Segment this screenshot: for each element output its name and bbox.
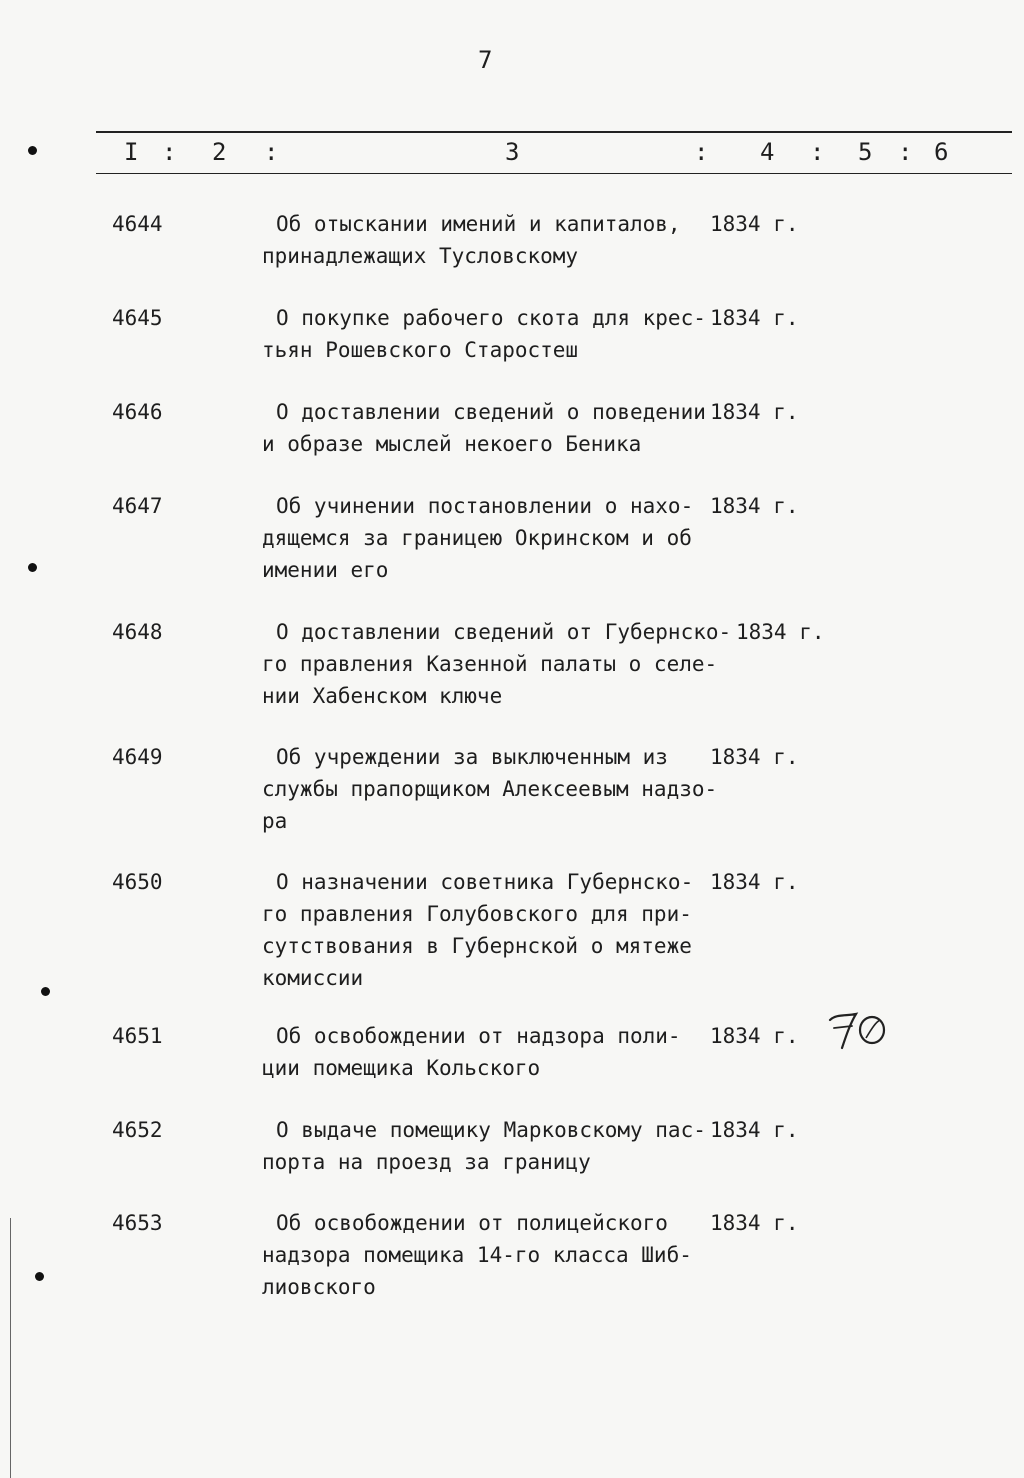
entry-title-line: ра [262,809,288,833]
entry-number: 4645 [112,306,163,330]
header-sep-4: : [810,138,825,166]
entry-title [262,302,732,366]
entry-title-line: надзора помещика 14-го класса Шиб- [262,1243,692,1267]
entry-title-line: О покупке рабочего скота для крес- [276,306,706,330]
entry-year: 1834 г. [710,212,799,236]
entry-title-line: Об освобождении от полицейского [276,1211,668,1235]
entry-number: 4653 [112,1211,163,1235]
entry-number: 4650 [112,870,163,894]
entry-title [262,1114,732,1178]
entry-title [262,490,732,586]
header-col-1: I [124,138,139,166]
entry-title-line: Об учреждении за выключенным из [276,745,668,769]
entry-number: 4651 [112,1024,163,1048]
entry-title-line: комиссии [262,966,364,990]
entry-title-line: и образе мыслей некоего Беника [262,432,642,456]
entry-year: 1834 г. [710,745,799,769]
header-col-2: 2 [212,138,227,166]
page-number: 7 [478,46,493,74]
punch-hole-mark [35,1272,44,1281]
entry-title [262,741,732,837]
header-rule-top [96,131,1012,133]
entry-title-line: О доставлении сведений от Губернско- [276,620,732,644]
entry-number: 4644 [112,212,163,236]
entry-number: 4646 [112,400,163,424]
scan-edge-line [10,1218,11,1478]
entry-number: 4648 [112,620,163,644]
header-rule-bottom [96,173,1012,174]
entry-title [262,616,732,712]
header-sep-1: : [162,138,177,166]
header-col-6: 6 [934,138,949,166]
entry-title-line: сутствования в Губернской о мятеже [262,934,692,958]
entry-title-line: принадлежащих Тусловскому [262,244,579,268]
entry-year: 1834 г. [710,494,799,518]
entry-year: 1834 г. [710,306,799,330]
entry-title-line: нии Хабенском ключе [262,684,503,708]
header-col-5: 5 [858,138,873,166]
punch-hole-mark [41,987,50,996]
entry-title [262,1207,732,1303]
punch-hole-mark [28,563,37,572]
entry-title-line: го правления Голубовского для при- [262,902,692,926]
entry-title [262,866,732,994]
entry-title-line: ции помещика Кольского [262,1056,541,1080]
entry-year: 1834 г. [710,1024,799,1048]
entry-title-line: го правления Казенной палаты о селе- [262,652,718,676]
entry-title-line: тьян Рошевского Старостеш [262,338,579,362]
entry-title-line: имении его [262,558,389,582]
entry-title-line: службы прапорщиком Алексеевым надзо- [262,777,718,801]
entry-year: 1834 г. [736,620,825,644]
entry-year: 1834 г. [710,1118,799,1142]
header-sep-3: : [694,138,709,166]
entry-year: 1834 г. [710,1211,799,1235]
header-col-4: 4 [760,138,775,166]
header-sep-2: : [264,138,279,166]
header-sep-5: : [898,138,913,166]
entry-title-line: О назначении советника Губернско- [276,870,694,894]
entry-number: 4647 [112,494,163,518]
entry-year: 1834 г. [710,870,799,894]
entry-title-line: порта на проезд за границу [262,1150,591,1174]
handwritten-number-drawing [826,1010,892,1050]
entry-title [262,1020,732,1084]
entry-year: 1834 г. [710,400,799,424]
entry-title-line: Об освобождении от надзора поли- [276,1024,681,1048]
entry-title-line: дящемся за границею Окринском и об [262,526,692,550]
handwritten-sheet-number [826,1010,892,1054]
entry-title-line: лиовского [262,1275,376,1299]
punch-hole-mark [28,146,37,155]
entry-title-line: Об учинении постановлении о нахо- [276,494,694,518]
header-col-3: 3 [505,138,520,166]
entry-title-line: О доставлении сведений о поведении [276,400,706,424]
entry-title [262,396,732,460]
entry-title-line: Об отыскании имений и капиталов, [276,212,681,236]
entry-number: 4649 [112,745,163,769]
entry-title [262,208,732,272]
entry-title-line: О выдаче помещику Марковскому пас- [276,1118,706,1142]
entry-number: 4652 [112,1118,163,1142]
